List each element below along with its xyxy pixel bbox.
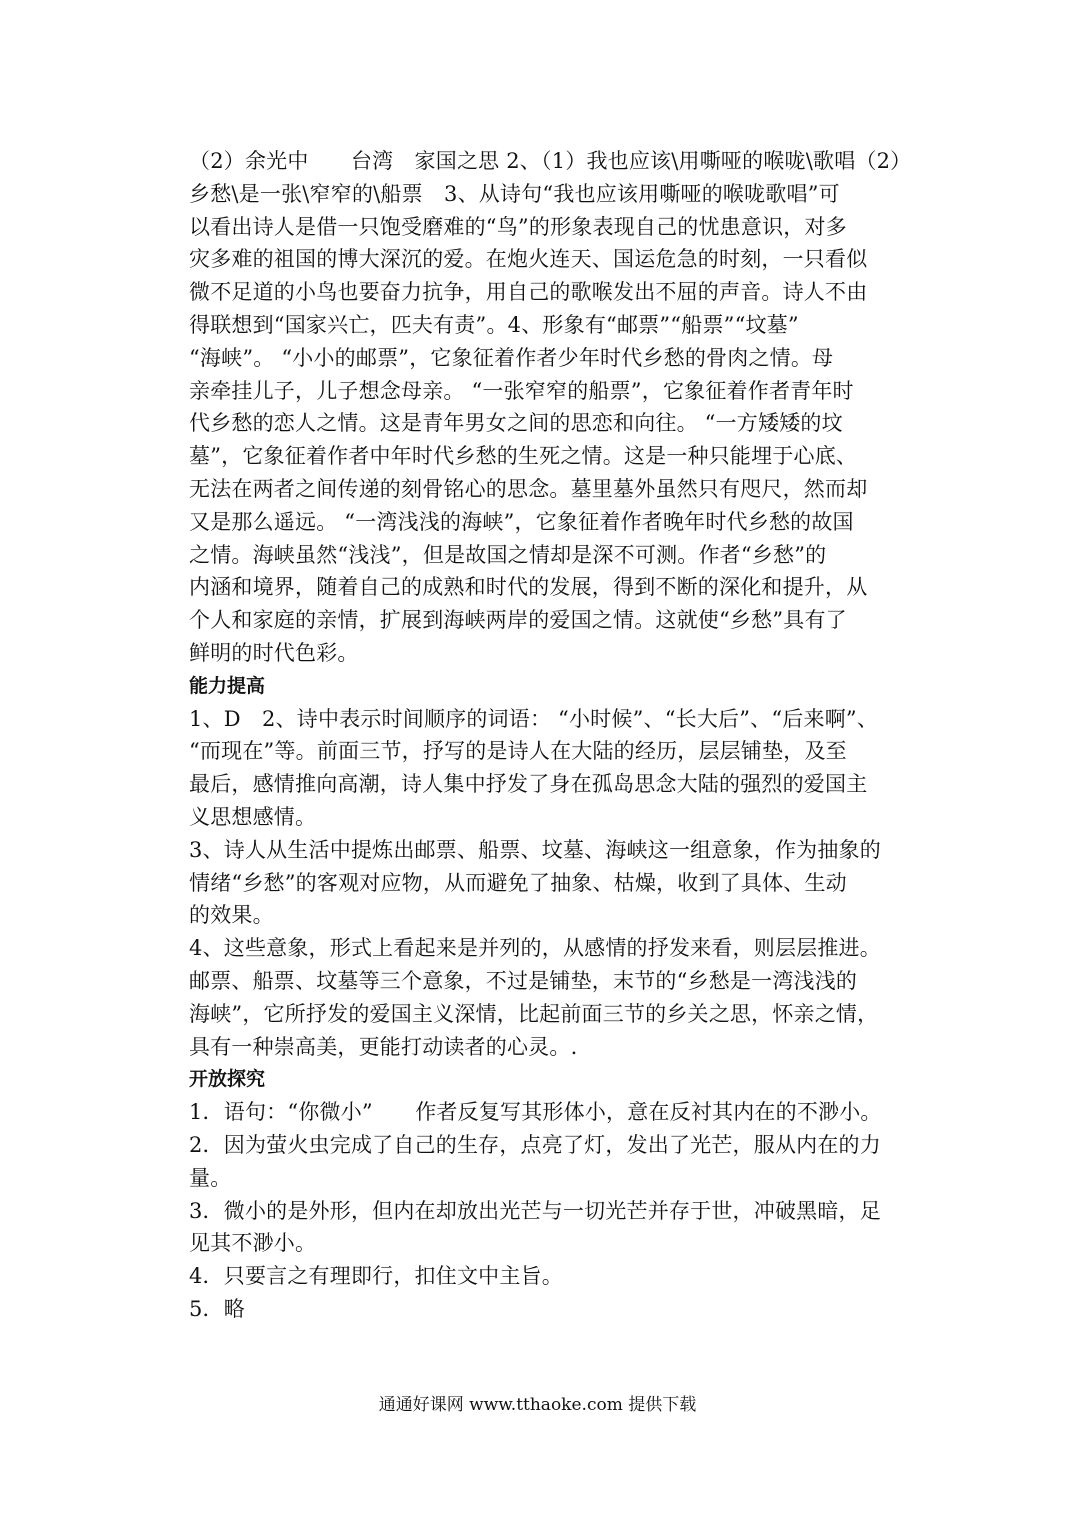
open-answers — [189, 1096, 891, 1326]
open-line: 2．因为萤火虫完成了自己的生存，点亮了灯，发出了光芒，服从内在的力 — [189, 1132, 881, 1157]
open-line: 量。 — [189, 1165, 232, 1190]
document-body — [189, 145, 912, 1326]
answer-line: 内涵和境界，随着自己的成熟和时代的发展，得到不断的深化和提升，从 — [189, 575, 868, 600]
answer-line: 墓”，它象征着作者中年时代乡愁的生死之情。这是一种只能埋于心底、 — [189, 444, 858, 469]
ability-line: 邮票、船票、坟墓等三个意象，不过是铺垫，末节的“乡愁是一湾浅浅的 — [189, 968, 858, 993]
section-heading-open: 开放探究 — [189, 1068, 266, 1091]
open-line: 1．语句：“你微小” 作者反复写其形体小，意在反衬其内在的不渺小。 — [189, 1100, 882, 1125]
section-heading-ability: 能力提高 — [189, 674, 266, 697]
answer-line: 以看出诗人是借一只饱受磨难的“鸟”的形象表现自己的忧患意识，对多 — [189, 214, 847, 239]
answer-line: （2）余光中 台湾 家国之思 2、（1）我也应该\用嘶哑的喉咙\歌唱（2） — [189, 149, 912, 173]
answer-line: 代乡愁的恋人之情。这是青年男女之间的思恋和向往。 “一方矮矮的坟 — [189, 411, 843, 436]
answer-line: 得联想到“国家兴亡，匹夫有责”。4、形象有“邮票”“船票”“坟墓” — [189, 312, 799, 337]
ability-line: 情绪“乡愁”的客观对应物，从而避免了抽象、枯燥，收到了具体、生动 — [189, 870, 847, 895]
answer-line: 乡愁\是一张\窄窄的\船票 3、从诗句“我也应该用嘶哑的喉咙歌唱”可 — [189, 181, 840, 206]
ability-line: 3、诗人从生活中提炼出邮票、船票、坟墓、海峡这一组意象，作为抽象的 — [189, 837, 881, 862]
answer-line: 无法在两者之间传递的刻骨铭心的思念。墓里墓外虽然只有咫尺，然而却 — [189, 476, 868, 501]
answer-line: 鲜明的时代色彩。 — [189, 640, 359, 665]
open-line: 见其不渺小。 — [189, 1231, 317, 1256]
open-line: 4．只要言之有理即行，扣住文中主旨。 — [189, 1264, 563, 1289]
answer-line: 微不足道的小鸟也要奋力抗争，用自己的歌喉发出不屈的声音。诗人不由 — [189, 280, 868, 305]
answer-line: “海峡”。 “小小的邮票”，它象征着作者少年时代乡愁的骨肉之情。母 — [189, 345, 834, 370]
answer-line: 灾多难的祖国的博大深沉的爱。在炮火连天、国运危急的时刻，一只看似 — [189, 247, 868, 272]
open-line: 3．微小的是外形，但内在却放出光芒与一切光芒并存于世，冲破黑暗，足 — [189, 1198, 881, 1223]
answer-paragraph — [189, 145, 912, 670]
ability-line: 义思想感情。 — [189, 804, 317, 829]
answer-line: 之情。海峡虽然“浅浅”，但是故国之情却是深不可测。作者“乡愁”的 — [189, 542, 827, 567]
ability-line: 具有一种崇高美，更能打动读者的心灵。. — [189, 1034, 578, 1059]
ability-line: 海峡”，它所抒发的爱国主义深情，比起前面三节的乡关之思，怀亲之情， — [189, 1001, 879, 1026]
open-line: 5．略 — [189, 1296, 245, 1321]
ability-answers — [189, 703, 891, 1064]
ability-line: 4、这些意象，形式上看起来是并列的，从感情的抒发来看，则层层推进。 — [189, 936, 881, 961]
answer-line: 又是那么遥远。 “一湾浅浅的海峡”，它象征着作者晚年时代乡愁的故国 — [189, 509, 854, 534]
ability-line: 的效果。 — [189, 903, 274, 928]
ability-line: 最后，感情推向高潮，诗人集中抒发了身在孤岛思念大陆的强烈的爱国主 — [189, 772, 868, 797]
download-footer: 通通好课网 www.tthaoke.com 提供下载 — [378, 1395, 697, 1415]
answer-line: 亲牵挂儿子，儿子想念母亲。 “一张窄窄的船票”，它象征着作者青年时 — [189, 378, 854, 403]
ability-line: 1、D 2、诗中表示时间顺序的词语： “小时候”、“长大后”、“后来啊”、 — [189, 706, 879, 731]
answer-line: 个人和家庭的亲情，扩展到海峡两岸的爱国之情。这就使“乡愁”具有了 — [189, 608, 847, 633]
ability-line: “而现在”等。前面三节，抒写的是诗人在大陆的经历，层层铺垫，及至 — [189, 739, 847, 764]
